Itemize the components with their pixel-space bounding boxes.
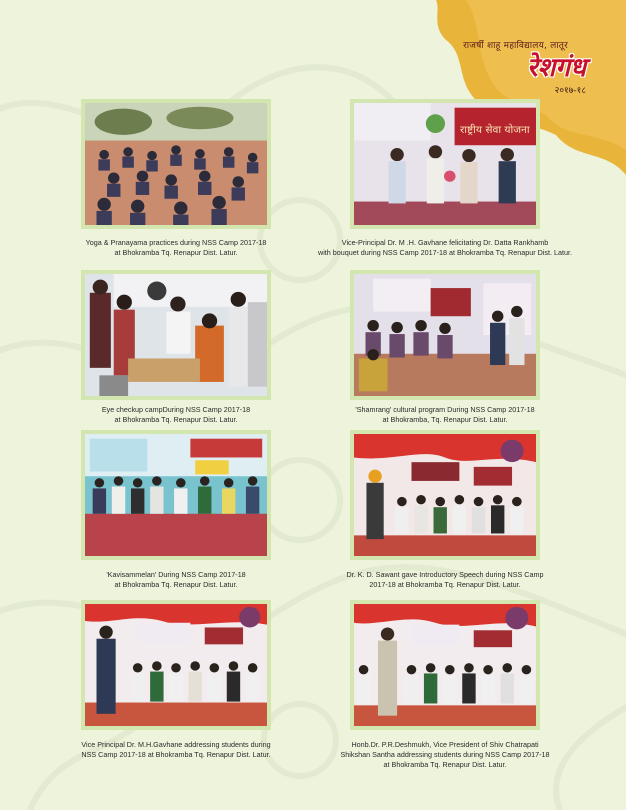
magazine-year: २०१७-१८ — [554, 86, 586, 96]
photo-vice-principal-address — [81, 600, 271, 730]
caption-vice-principal-address: Vice Principal Dr. M.H.Gavhane addressing students during NSS Camp 2017-18 at Bhokramba Tq. Renapur Dist. Latur. — [81, 740, 271, 759]
college-name: राजर्षी शाहू महाविद्यालय, लातूर — [463, 41, 568, 51]
photo-yoga-pranayama — [81, 99, 271, 229]
caption-eye-checkup: Eye checkup campDuring NSS Camp 2017-18 at Bhokramba Tq. Renapur Dist. Latur. — [101, 405, 251, 424]
caption-introductory-speech: Dr. K. D. Sawant gave Introductory Speech during NSS Camp 2017-18 at Bhokramba Tq. Renapur Dist. Latur. — [346, 570, 544, 589]
photo-vice-president-address — [350, 600, 540, 730]
caption-vice-president-address: Honb.Dr. P.R.Deshmukh, Vice President of Shiv Chatrapati Shikshan Santha addressing students during NSS Camp 2017-18 at Bhokramba Tq. Renapur Dist. Latur. — [340, 740, 550, 769]
photo-introductory-speech — [350, 430, 540, 560]
magazine-title: रेशगंध — [527, 53, 586, 83]
caption-shamrang: 'Shamrang' cultural program During NSS Camp 2017-18 at Bhokramba, Tq. Renapur Dist. Latur. — [355, 405, 535, 424]
photo-felicitation — [350, 99, 540, 229]
caption-yoga: Yoga & Pranayama practices during NSS Camp 2017-18 at Bhokramba Tq. Renapur Dist. Latur. — [85, 238, 267, 257]
photo-kavisammelan — [81, 430, 271, 560]
photo-eye-checkup — [81, 270, 271, 400]
caption-felicitation: Vice-Principal Dr. M .H. Gavhane felicitating Dr. Datta Rankhamb with bouquet during NSS Camp 2017-18 at Bhokramba Tq. Renapur Dist. Latur. — [318, 238, 572, 257]
photo-shamrang-program — [350, 270, 540, 400]
banner-text: राष्ट्रीय सेवा योजना — [459, 124, 530, 136]
caption-kavisammelan: 'Kavisammelan' During NSS Camp 2017-18 at Bhokramba Tq. Renapur Dist. Latur. — [106, 570, 246, 589]
masthead — [446, 38, 586, 96]
